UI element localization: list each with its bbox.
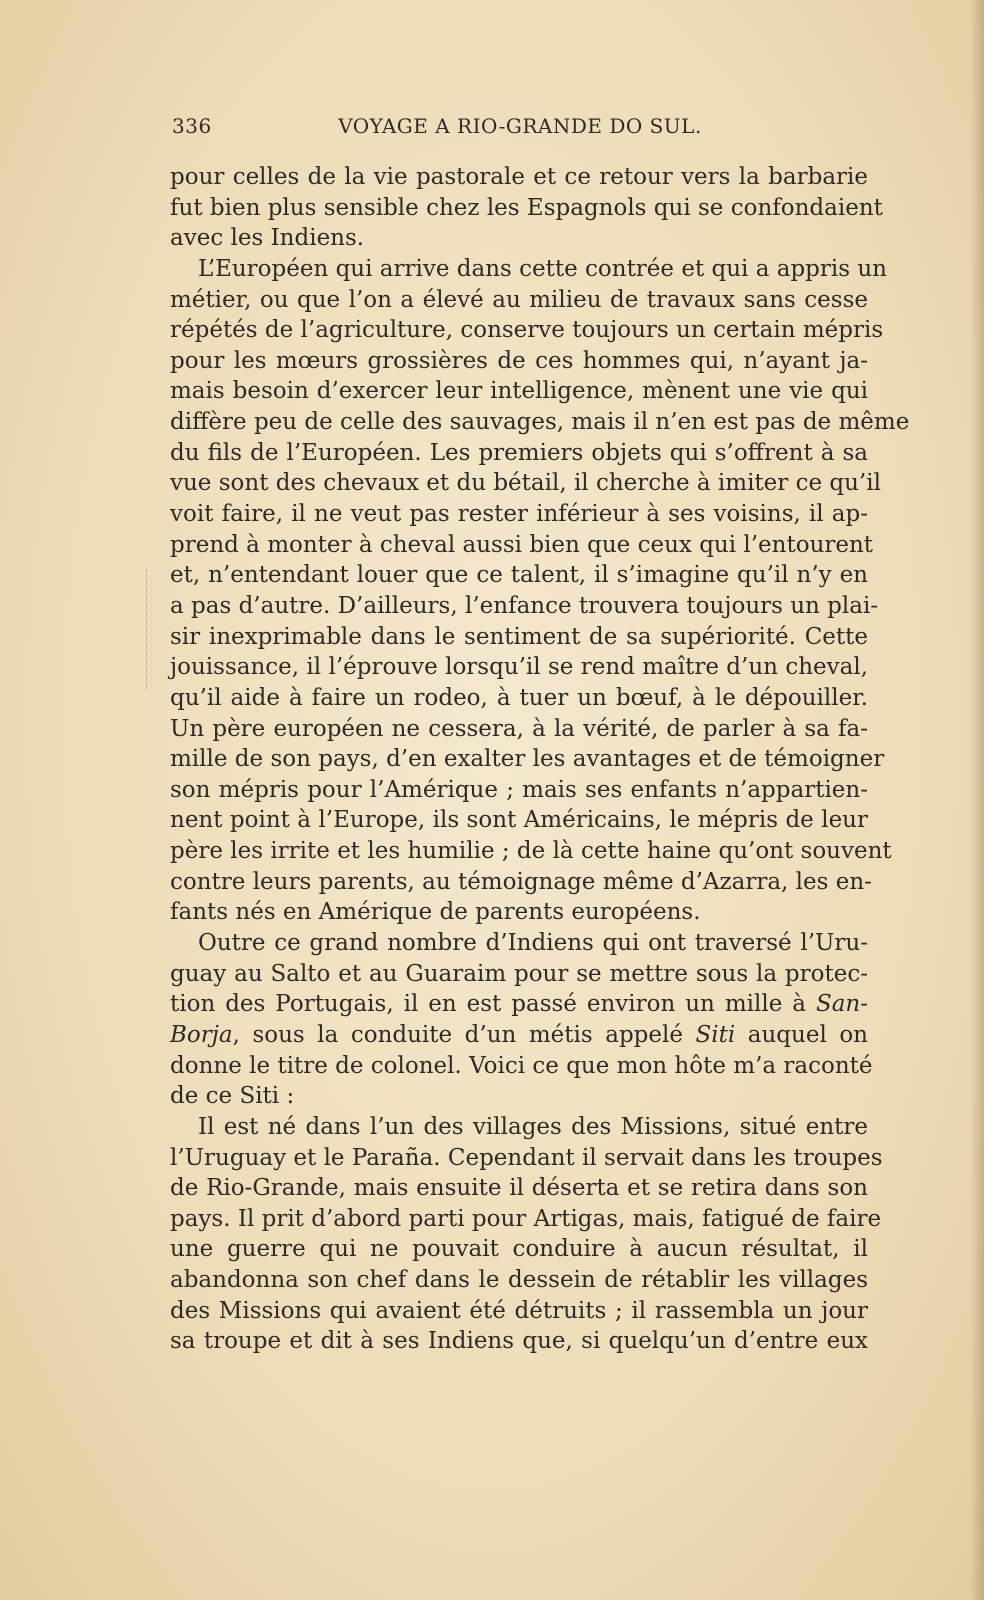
running-title: VOYAGE A RIO-GRANDE DO SUL. bbox=[338, 114, 702, 138]
text-line: avec les Indiens. bbox=[170, 225, 365, 252]
page-edge bbox=[970, 0, 984, 1600]
text-line: nent point à l’Europe, ils sont Américains, le mépris de leur bbox=[170, 807, 868, 834]
text-line: son mépris pour l’Amérique ; mais ses enfants n’appartien- bbox=[170, 776, 868, 803]
text-line: donne le titre de colonel. Voici ce que mon hôte m’a raconté bbox=[170, 1052, 873, 1079]
text-line: vue sont des chevaux et du bétail, il cherche à imiter ce qu’il bbox=[170, 470, 881, 497]
text-line: pour les mœurs grossières de ces hommes qui, n’ayant ja- bbox=[170, 347, 868, 374]
text-line: mille de son pays, d’en exalter les avantages et de témoigner bbox=[170, 746, 885, 773]
text-line: tion des Portugais, il en est passé environ un mille à San- bbox=[170, 991, 868, 1018]
text-line: guay au Salto et au Guaraim pour se mettre sous la protec- bbox=[170, 960, 868, 987]
margin-mark bbox=[146, 570, 151, 690]
text-line: Un père européen ne cessera, à la vérité, de parler à sa fa- bbox=[170, 715, 868, 742]
text-line: contre leurs parents, au témoignage même d’Azarra, les en- bbox=[170, 868, 872, 895]
text-line: Outre ce grand nombre d’Indiens qui ont traversé l’Uru- bbox=[198, 930, 868, 957]
text-line: fants nés en Amérique de parents européens. bbox=[170, 899, 701, 926]
text-line: père les irrite et les humilie ; de là cette haine qu’ont souvent bbox=[170, 838, 892, 865]
text-line: des Missions qui avaient été détruits ; il rassembla un jour bbox=[170, 1297, 868, 1324]
text-line: une guerre qui ne pouvait conduire à aucun résultat, il bbox=[170, 1236, 868, 1263]
text-line: métier, ou que l’on a élevé au milieu de travaux sans cesse bbox=[170, 286, 868, 313]
text-line: pour celles de la vie pastorale et ce retour vers la barbarie bbox=[170, 164, 868, 190]
text-line: prend à monter à cheval aussi bien que ceux qui l’entourent bbox=[170, 531, 874, 558]
text-line: diffère peu de celle des sauvages, mais il n’en est pas de même bbox=[170, 409, 910, 436]
text-line: Il est né dans l’un des villages des Missions, situé entre bbox=[198, 1113, 868, 1140]
text-line: a pas d’autre. D’ailleurs, l’enfance trouvera toujours un plai- bbox=[170, 592, 879, 619]
text-line: pays. Il prit d’abord parti pour Artigas, mais, fatigué de faire bbox=[170, 1205, 882, 1232]
text-line: mais besoin d’exercer leur intelligence, mènent une vie qui bbox=[170, 378, 868, 405]
text-line: sa troupe et dit à ses Indiens que, si quelqu’un d’entre eux bbox=[170, 1328, 868, 1355]
text-line: l’Uruguay et le Paraña. Cependant il servait dans les troupes bbox=[170, 1144, 883, 1171]
text-line: abandonna son chef dans le dessein de rétablir les villages bbox=[170, 1267, 868, 1294]
text-line: L’Européen qui arrive dans cette contrée et qui a appris un bbox=[198, 255, 887, 282]
text-line: et, n’entendant louer que ce talent, il s’imagine qu’il n’y en bbox=[170, 562, 868, 589]
text-line: qu’il aide à faire un rodeo, à tuer un bœuf, à le dépouiller. bbox=[170, 684, 868, 711]
text-line: sir inexprimable dans le sentiment de sa supériorité. Cette bbox=[170, 623, 868, 650]
text-line: répétés de l’agriculture, conserve toujours un certain mépris bbox=[170, 317, 884, 344]
text-line: voit faire, il ne veut pas rester inférieur à ses voisins, il ap- bbox=[170, 501, 868, 528]
page-number: 336 bbox=[172, 114, 212, 138]
text-line: du fils de l’Européen. Les premiers objets qui s’offrent à sa bbox=[170, 439, 868, 466]
body-text bbox=[170, 162, 910, 1357]
page-header bbox=[172, 114, 868, 144]
text-line: fut bien plus sensible chez les Espagnols qui se confondaient bbox=[170, 194, 883, 221]
text-line: de Rio-Grande, mais ensuite il déserta et se retira dans son bbox=[170, 1175, 868, 1202]
text-line: jouissance, il l’éprouve lorsqu’il se rend maître d’un cheval, bbox=[170, 654, 868, 681]
text-line: de ce Siti : bbox=[170, 1083, 295, 1110]
text-line: Borja, sous la conduite d’un métis appelé Siti auquel on bbox=[170, 1021, 868, 1048]
